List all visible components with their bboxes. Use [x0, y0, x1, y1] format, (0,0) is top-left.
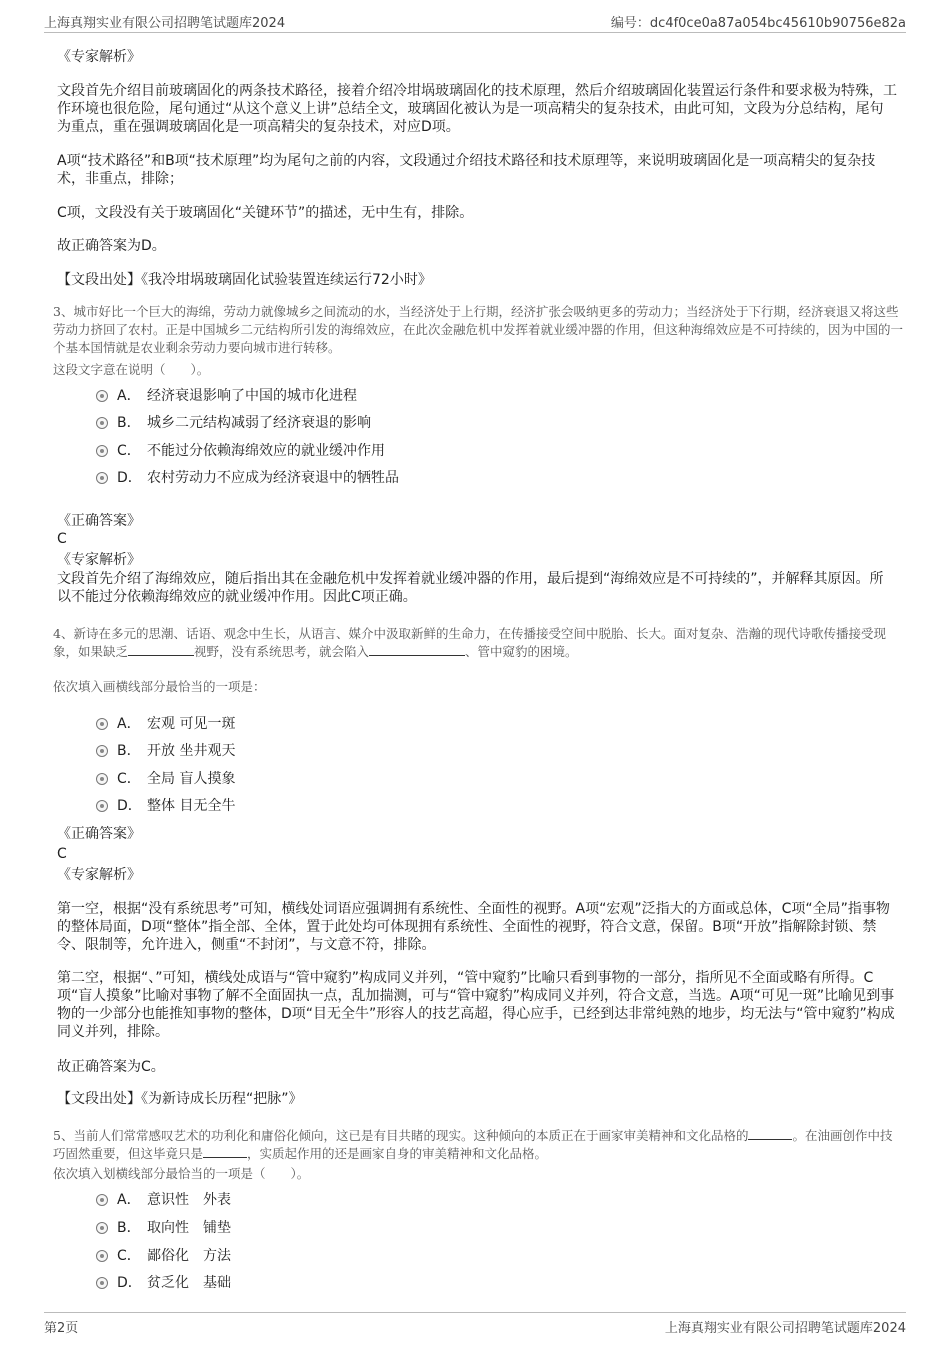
q3-stem: 3、城市好比一个巨大的海绵，劳动力就像城乡之间流动的水，当经济处于上行期，经济扩张会吸纳更多的劳动力；当经济处于下行期，经济衰退又将这些劳动力挤回了农村。正是中国城乡二元结构所引发的海绵效应，在此次金融危机中发挥着就业缓冲器的作用，但这种海绵效应是不可持续的，因为中国的一个基本国情就是农业剩余劳动力要向城市进行转移。: [53, 304, 904, 355]
radio-icon[interactable]: [96, 390, 108, 402]
header-doc-id: 编号：dc4f0ce0a87a054bc45610b90756e82a: [610, 16, 906, 31]
radio-icon[interactable]: [96, 472, 108, 484]
q4-answer-label: 《正确答案》: [57, 826, 141, 842]
q3-ask: 这段文字意在说明（ ）。: [53, 362, 210, 377]
q3-analysis: 文段首先介绍了海绵效应，随后指出其在金融危机中发挥着就业缓冲器的作用，最后提到“海绵效应是不可持续的”，并解释其原因。所以不能过分依赖海绵效应的就业缓冲作用。因此C项正确。: [57, 571, 884, 605]
fill-blank: [369, 655, 465, 656]
radio-icon[interactable]: [96, 745, 108, 757]
q4-expert-label: 《专家解析》: [57, 867, 141, 883]
q2-answer-text: 故正确答案为D。: [57, 238, 166, 254]
footer-title: 上海真翔实业有限公司招聘笔试题库2024: [664, 1321, 906, 1336]
q4-answer: C: [57, 846, 67, 862]
q2-analysis-p1: 文段首先介绍目前玻璃固化的两条技术路径，接着介绍冷坩埚玻璃固化的技术原理，然后介绍玻璃固化装置运行条件和要求极为特殊，工作环境也很危险，尾句通过“从这个意义上讲”总结全文，玻璃固化被认为是一项高精尖的复杂技术，由此可知，文段为分总结构，尾句为重点，重在强调玻璃固化是一项高精尖的复杂技术，对应D项。: [57, 83, 897, 135]
q5-ask: 依次填入划横线部分最恰当的一项是（ ）。: [53, 1166, 310, 1181]
q4-analysis-p1: 第一空，根据“没有系统思考”可知，横线处词语应强调拥有系统性、全面性的视野。A项“宏观”泛指大的方面或总体，C项“全局”指事物的整体局面，D项“整体”指全部、全体，置于此处均可体现拥有系统性、全面性的视野，符合文意，保留。B项“开放”指解除封锁、禁令、限制等，允许进入，侧重“不封闭”，与文意不符，排除。: [57, 901, 890, 953]
q3-expert-label: 《专家解析》: [57, 552, 141, 568]
q4-answer-text: 故正确答案为C。: [57, 1059, 165, 1075]
radio-icon[interactable]: [96, 445, 108, 457]
header-title: 上海真翔实业有限公司招聘笔试题库2024: [44, 16, 286, 31]
q2-source: 【文段出处】《我冷坩埚玻璃固化试验装置连续运行72小时》: [57, 272, 432, 288]
q4-analysis-p2: 第二空，根据“、”可知，横线处成语与“管中窥豹”构成同义并列，“管中窥豹”比喻只看到事物的一部分，指所见不全面或略有所得。C项“盲人摸象”比喻对事物了解不全面固执一点，乱加揣测，可与“管中窥豹”构成同义并列，符合文意，当选。A项“可见一斑”比喻见到事物的一少部分也能推知事物的整体，D项“目无全牛”形容人的技艺高超，得心应手，已经到达非常纯熟的地步，均无法与“管中窥豹”构成同义并列，排除。: [57, 970, 895, 1040]
q5-stem: 5、当前人们常常感叹艺术的功利化和庸俗化倾向，这已是有目共睹的现实。这种倾向的本质正在于画家审美精神和文化品格的 。在油画创作中技巧固然重要，但这毕竟只是 ，实质起作用的还是画家自身的审美精神和文化品格。: [53, 1128, 893, 1161]
radio-icon[interactable]: [96, 1194, 108, 1206]
radio-icon[interactable]: [96, 800, 108, 812]
radio-icon[interactable]: [96, 1250, 108, 1262]
radio-icon[interactable]: [96, 1222, 108, 1234]
radio-icon[interactable]: [96, 1277, 108, 1289]
page-footer: [44, 1312, 906, 1335]
q4-stem: 4、新诗在多元的思潮、话语、观念中生长，从语言、媒介中汲取新鲜的生命力，在传播接受空间中脱胎、长大。面对复杂、浩瀚的现代诗歌传播接受现象，如果缺乏 视野，没有系统思考，就会陷入 、管中窥豹的困境。: [53, 626, 886, 659]
radio-icon[interactable]: [96, 417, 108, 429]
q4-ask: 依次填入画横线部分最恰当的一项是：: [53, 679, 266, 694]
q3-answer-label: 《正确答案》: [57, 513, 141, 529]
radio-icon[interactable]: [96, 718, 108, 730]
q2-analysis-p2: A项“技术路径”和B项“技术原理”均为尾句之前的内容，文段通过介绍技术路径和技术原理等，来说明玻璃固化是一项高精尖的复杂技术，非重点，排除；: [57, 153, 876, 187]
page-number: 第2页: [44, 1321, 79, 1336]
fill-blank: [748, 1139, 792, 1140]
fill-blank: [128, 655, 194, 656]
q4-source: 【文段出处】《为新诗成长历程“把脉”》: [57, 1091, 303, 1107]
page-header: [44, 10, 906, 33]
q2-analysis-p3: C项，文段没有关于玻璃固化“关键环节”的描述，无中生有，排除。: [57, 205, 474, 221]
fill-blank: [203, 1157, 247, 1158]
q2-expert-label: 《专家解析》: [57, 49, 141, 65]
radio-icon[interactable]: [96, 773, 108, 785]
q3-answer: C: [57, 531, 67, 547]
